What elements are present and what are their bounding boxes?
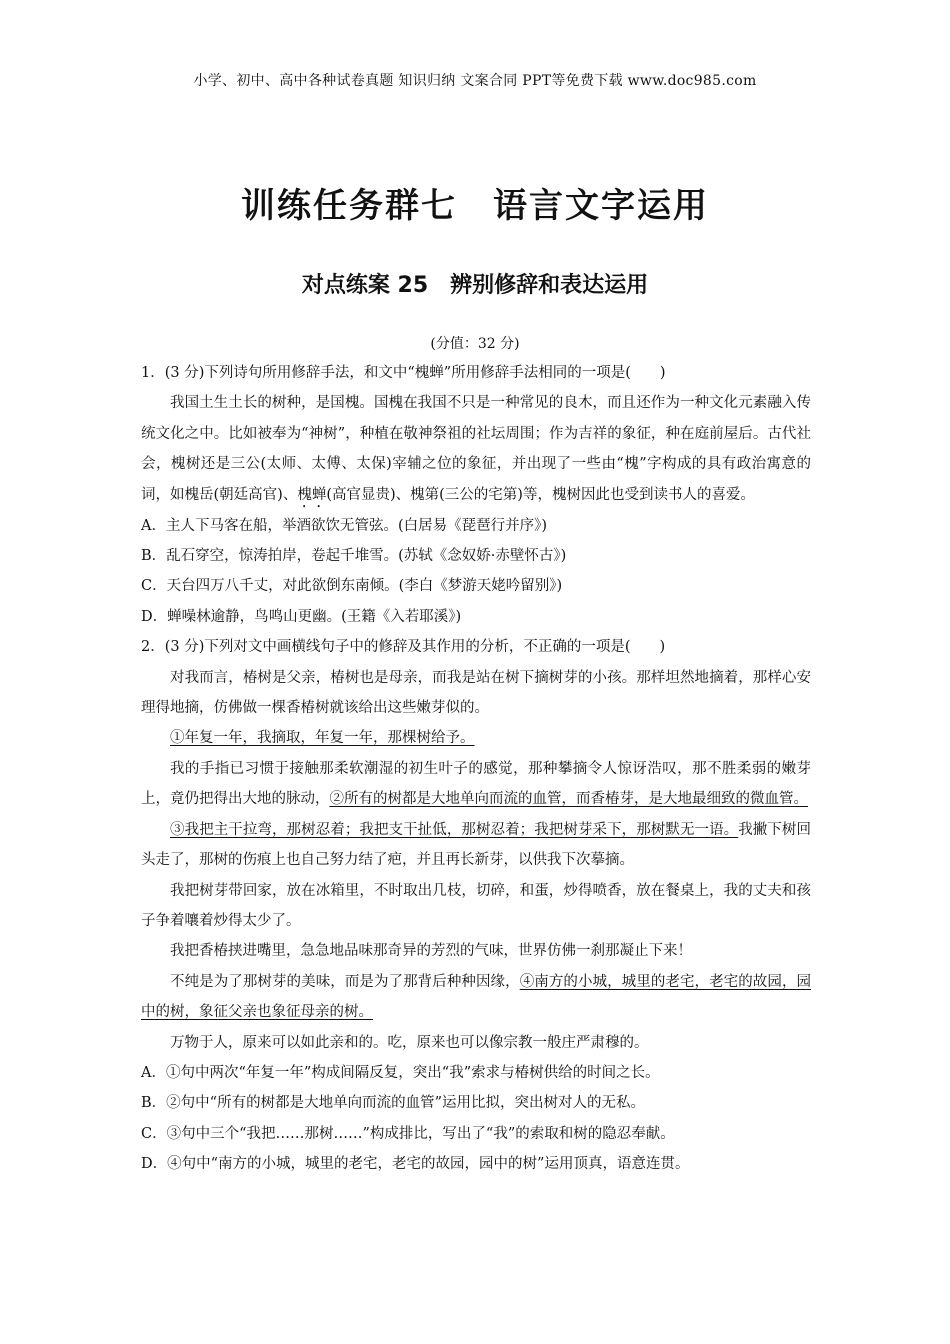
paragraph-text: 我撇下树回头走了，那树的伤痕上也自己努力结了疤，并且再长新芽，以供我下次摹摘。 bbox=[141, 821, 811, 869]
question-1-stem: 1．(3 分)下列诗句所用修辞手法，和文中“槐蝉”所用修辞手法相同的一项是( ) bbox=[141, 365, 666, 381]
passage-text: (高官显贵)、槐第(三公的宅第)等，槐树因此也受到读书人的喜爱。 bbox=[326, 486, 755, 503]
question-2-stem: 2．(3 分)下列对文中画横线句子中的修辞及其作用的分析，不正确的一项是( ) bbox=[141, 639, 666, 656]
underlined-sentence-2: ②所有的树都是大地单向而流的血管，而香椿芽，是大地最细致的微血管。 bbox=[329, 791, 808, 808]
question-1-option-c: C．天台四万八千丈，对此欲倒东南倾。(李白《梦游天姥吟留别》) bbox=[141, 578, 563, 595]
question-2-option-b: B．②句中“所有的树都是大地单向而流的血管”运用比拟，突出树对人的无私。 bbox=[141, 1095, 645, 1112]
page-subtitle: 对点练案 25 辨别修辞和表达运用 bbox=[301, 273, 649, 298]
question-2-paragraph bbox=[141, 723, 811, 753]
question-2-paragraph: 对我而言，椿树是父亲，椿树也是母亲，而我是站在树下摘树芽的小孩。那样坦然地摘着，那样心安理得地摘，仿佛做一棵香椿树就该给出这些嫩芽似的。 bbox=[141, 669, 811, 717]
question-content bbox=[141, 358, 811, 1180]
score-note: (分值：32 分) bbox=[430, 336, 520, 352]
page-header: 小学、初中、高中各种试卷真题 知识归纳 文案合同 PPT等免费下载 www.doc985.com bbox=[193, 73, 757, 89]
question-2-option-c: C．③句中三个“我把……那树……”构成排比，写出了“我”的索取和树的隐忍奉献。 bbox=[141, 1125, 675, 1142]
question-2-paragraph bbox=[141, 967, 811, 1028]
question-2-paragraph: 我把香椿挟进嘴里，急急地品味那奇异的芳烈的气味，世界仿佛一刹那凝止下来！ bbox=[170, 943, 692, 960]
passage-text: 我国土生土长的树种，是国槐。国槐在我国不只是一种常见的良木，而且还作为一种文化元素融入传统文化之中。比如被奉为“神树”，种植在敬神祭祖的社坛周围；作为吉祥的象征，种在庭前屋后。古代社会，槐树还是三公(太师、太傅、太保)宰辅之位的象征，并出现了一些由“槐”字构成的具有政治寓意的词，如槐岳(朝廷高官)、 bbox=[141, 395, 811, 503]
underlined-sentence-3: ③我把主干拉弯，那树忍着；我把支干扯低，那树忍着；我把树芽采下，那树默无一语。 bbox=[170, 821, 739, 838]
question-2-option-d: D．④句中“南方的小城，城里的老宅，老宅的故园，园中的树”运用顶真，语意连贯。 bbox=[141, 1156, 690, 1173]
question-2-option-a: A．①句中两次“年复一年”构成间隔反复，突出“我”索求与椿树供给的时间之长。 bbox=[141, 1064, 660, 1081]
question-2-paragraph: 我把树芽带回家，放在冰箱里，不时取出几枝，切碎，和蛋，炒得喷香，放在餐桌上，我的丈夫和孩子争着嚷着炒得太少了。 bbox=[141, 882, 811, 929]
page-title: 训练任务群七 语言文字运用 bbox=[241, 186, 709, 226]
paragraph-text: 不纯是为了那树芽的美味，而是为了那背后种种因缘， bbox=[170, 973, 520, 990]
question-1-option-b: B．乱石穿空，惊涛拍岸，卷起千堆雪。(苏轼《念奴娇·赤壁怀古》) bbox=[141, 548, 567, 565]
emphasized-term: 槐蝉 bbox=[297, 486, 327, 503]
question-2-paragraph bbox=[141, 815, 811, 876]
question-1-option-a: A．主人下马客在船，举酒欲饮无管弦。(白居易《琵琶行并序》) bbox=[141, 517, 548, 534]
question-1-passage bbox=[141, 388, 811, 510]
question-2-paragraph: 万物于人，原来可以如此亲和的。吃，原来也可以像宗教一般庄严肃穆的。 bbox=[170, 1034, 649, 1051]
underlined-sentence-1: ①年复一年，我摘取，年复一年，那棵树给予。 bbox=[170, 730, 475, 747]
question-2-paragraph bbox=[141, 754, 811, 815]
paragraph-text: 我的手指已习惯于接触那柔软潮湿的初生叶子的感觉，那种攀摘令人惊讶浩叹，那不胜柔弱的嫩芽上，竟仍把得出大地的脉动， bbox=[141, 760, 811, 808]
underlined-sentence-4: ④南方的小城，城里的老宅，老宅的故园，园中的树，象征父亲也象征母亲的树。 bbox=[141, 973, 812, 1021]
question-1-option-d: D．蝉噪林逾静，鸟鸣山更幽。(王籍《入若耶溪》) bbox=[141, 608, 462, 625]
